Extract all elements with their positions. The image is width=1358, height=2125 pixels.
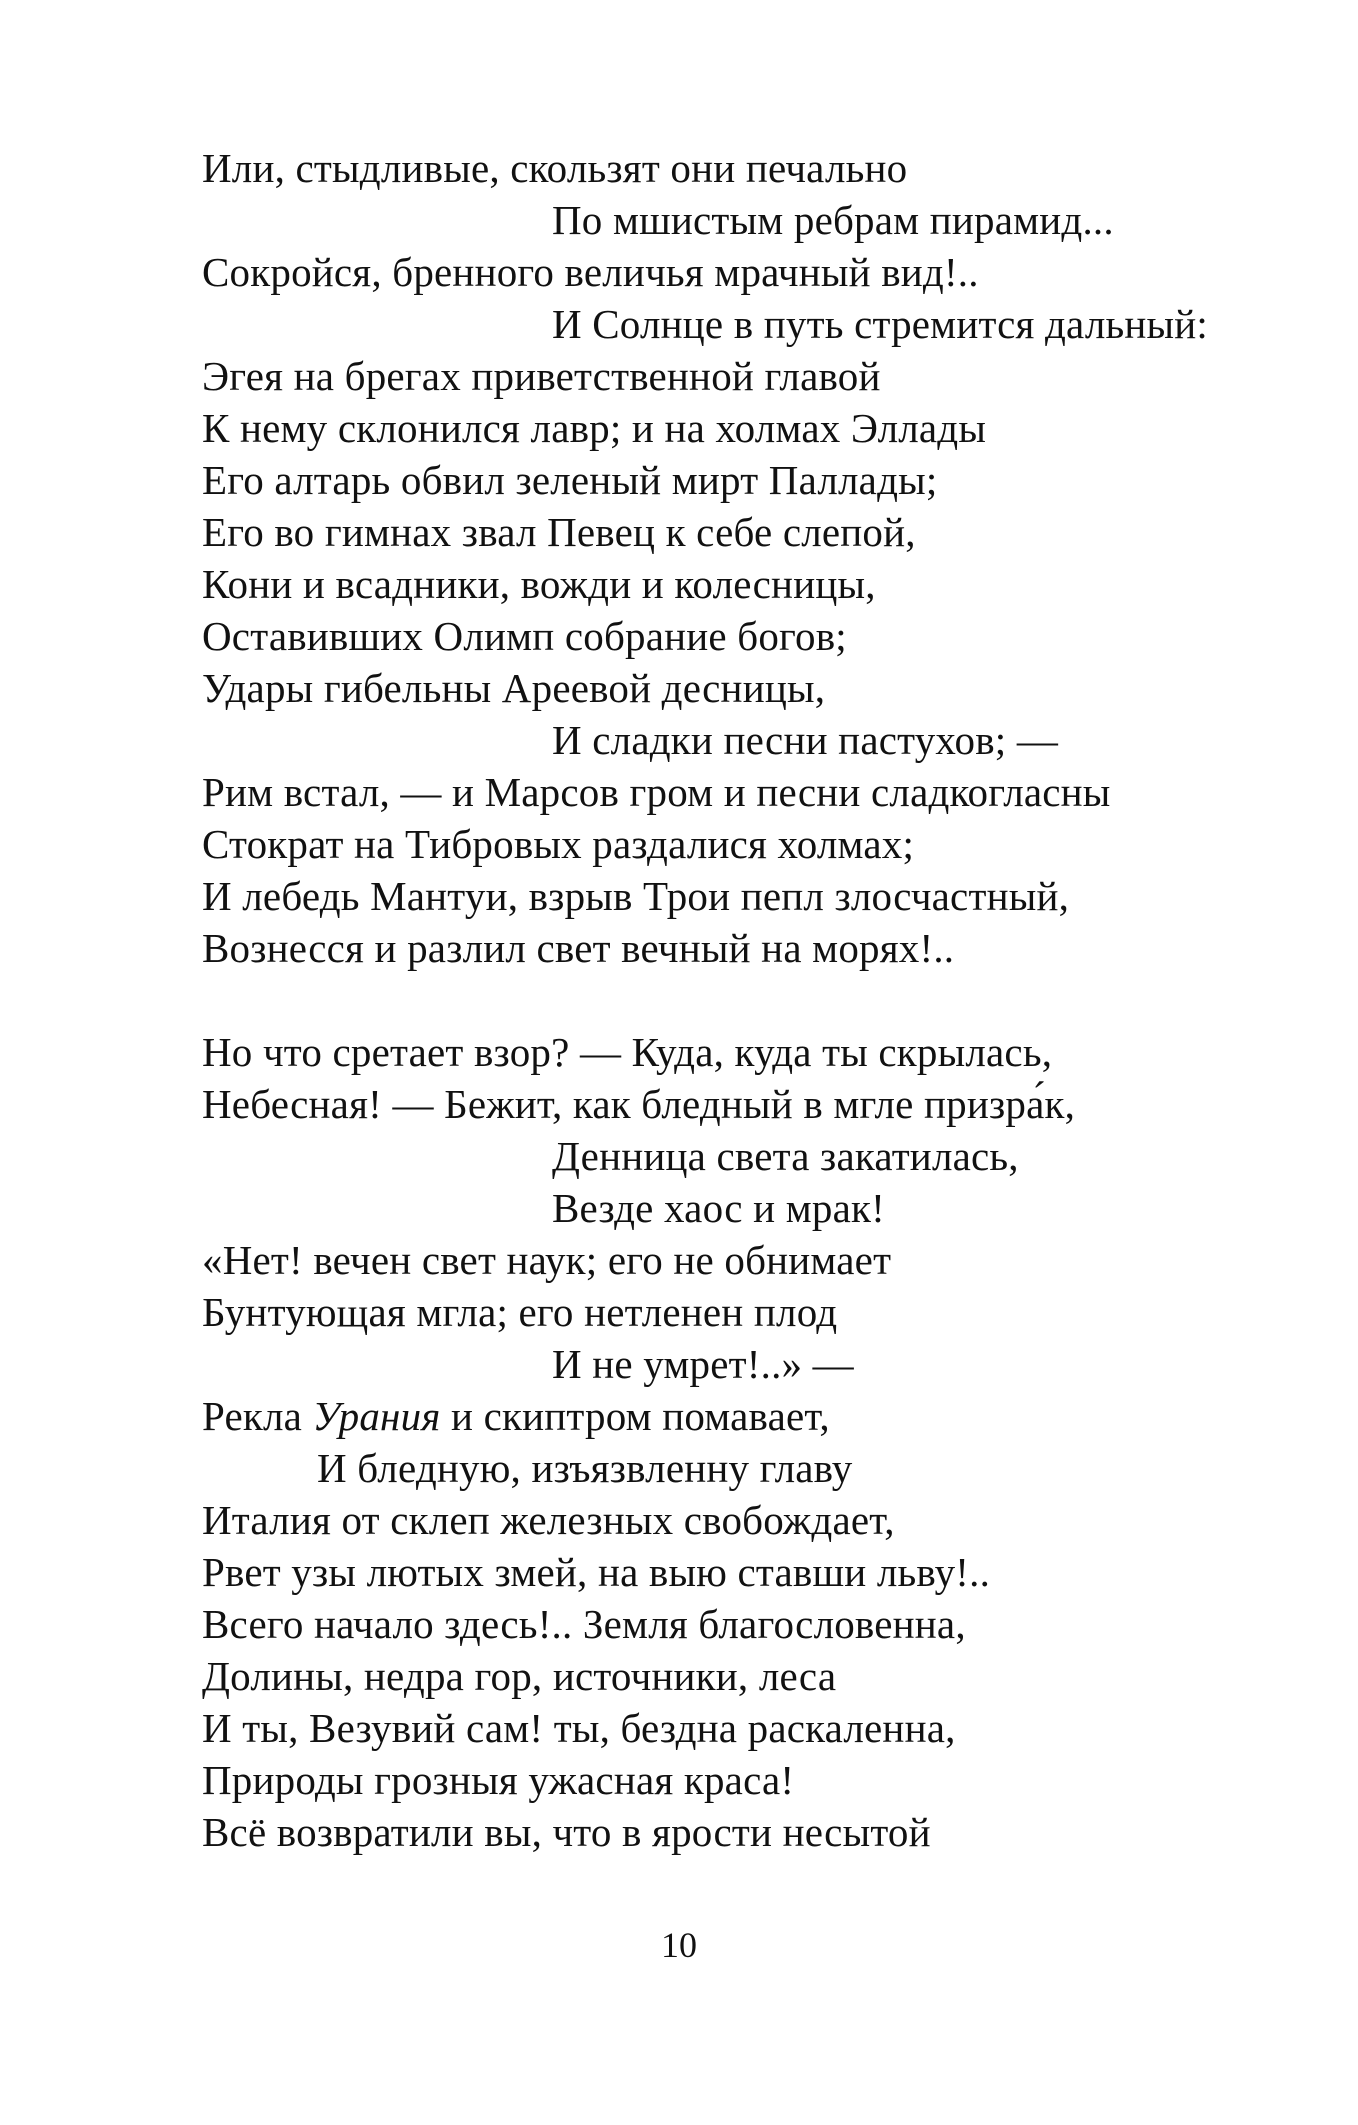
poem-line: По мшистым ребрам пирамид...: [552, 197, 1114, 243]
poem-line: И бледную, изъязвленну главу: [317, 1445, 853, 1491]
poem-line: Денница света закатилась,: [552, 1133, 1019, 1179]
poem-line: Стократ на Тибровых раздалися холмах;: [202, 821, 915, 867]
poem-line-text: Везде хаос и мрак!: [552, 1185, 885, 1231]
poem-line: И Солнце в путь стремится дальный:: [552, 301, 1208, 347]
poem-line: Долины, недра гор, источники, леса: [202, 1653, 837, 1699]
poem-line: Его во гимнах звал Певец к себе слепой,: [202, 509, 916, 555]
poem-line: Природы грозныя ужасная краса!: [202, 1757, 795, 1803]
stanza-break: [202, 974, 1282, 1026]
poem-line: Но что сретает взор? — Куда, куда ты скрылась,: [202, 1029, 1053, 1075]
poem-line: И ты, Везувий сам! ты, бездна раскаленна,: [202, 1705, 956, 1751]
poem-line: И лебедь Мантуи, взрыв Трои пепл злосчастный,: [202, 873, 1070, 919]
poem-text: [202, 142, 1282, 1858]
poem-line: Кони и всадники, вожди и колесницы,: [202, 561, 876, 607]
urania-italic: Урания: [312, 1393, 441, 1439]
poem-text-span: и скиптром помавает,: [440, 1393, 830, 1439]
poem-line: Рвет узы лютых змей, на выю ставши льву!..: [202, 1549, 991, 1595]
poem-line: Эгея на брегах приветственной главой: [202, 353, 881, 399]
poem-line: [202, 1338, 1282, 1390]
poem-line: Вознесся и разлил свет вечный на морях!..: [202, 925, 955, 971]
poem-line-text: И не умрет!..» —: [552, 1341, 854, 1387]
poem-line: Оставивших Олимп собрание богов;: [202, 613, 847, 659]
poem-line: Или, стыдливые, скользят они печально: [202, 145, 908, 191]
poem-line: Рим встал, — и Марсов гром и песни сладкогласны: [202, 769, 1111, 815]
poem-line: Небесная! — Бежит, как бледный в мгле призра́к,: [202, 1081, 1076, 1127]
poem-line: И сладки песни пастухов; —: [552, 717, 1059, 763]
poem-line: Всего начало здесь!.. Земля благословенна,: [202, 1601, 966, 1647]
poem-text-span: Рекла: [202, 1393, 313, 1439]
poem-line-urania: [202, 1390, 1282, 1442]
poem-line: «Нет! вечен свет наук; его не обнимает: [202, 1237, 892, 1283]
poem-line: Его алтарь обвил зеленый мирт Паллады;: [202, 457, 938, 503]
poem-line: Всё возвратили вы, что в ярости несытой: [202, 1809, 931, 1855]
poem-line: Бунтующая мгла; его нетленен плод: [202, 1289, 838, 1335]
poem-line: К нему склонился лавр; и на холмах Эллады: [202, 405, 987, 451]
poem-line: Италия от склеп железных свобождает,: [202, 1497, 895, 1543]
page-number: 10: [661, 1925, 697, 1965]
poem-line: Удары гибельны Ареевой десницы,: [202, 665, 826, 711]
poem-line: [202, 1182, 1282, 1234]
poem-line: Сокройся, бренного величья мрачный вид!..: [202, 249, 979, 295]
